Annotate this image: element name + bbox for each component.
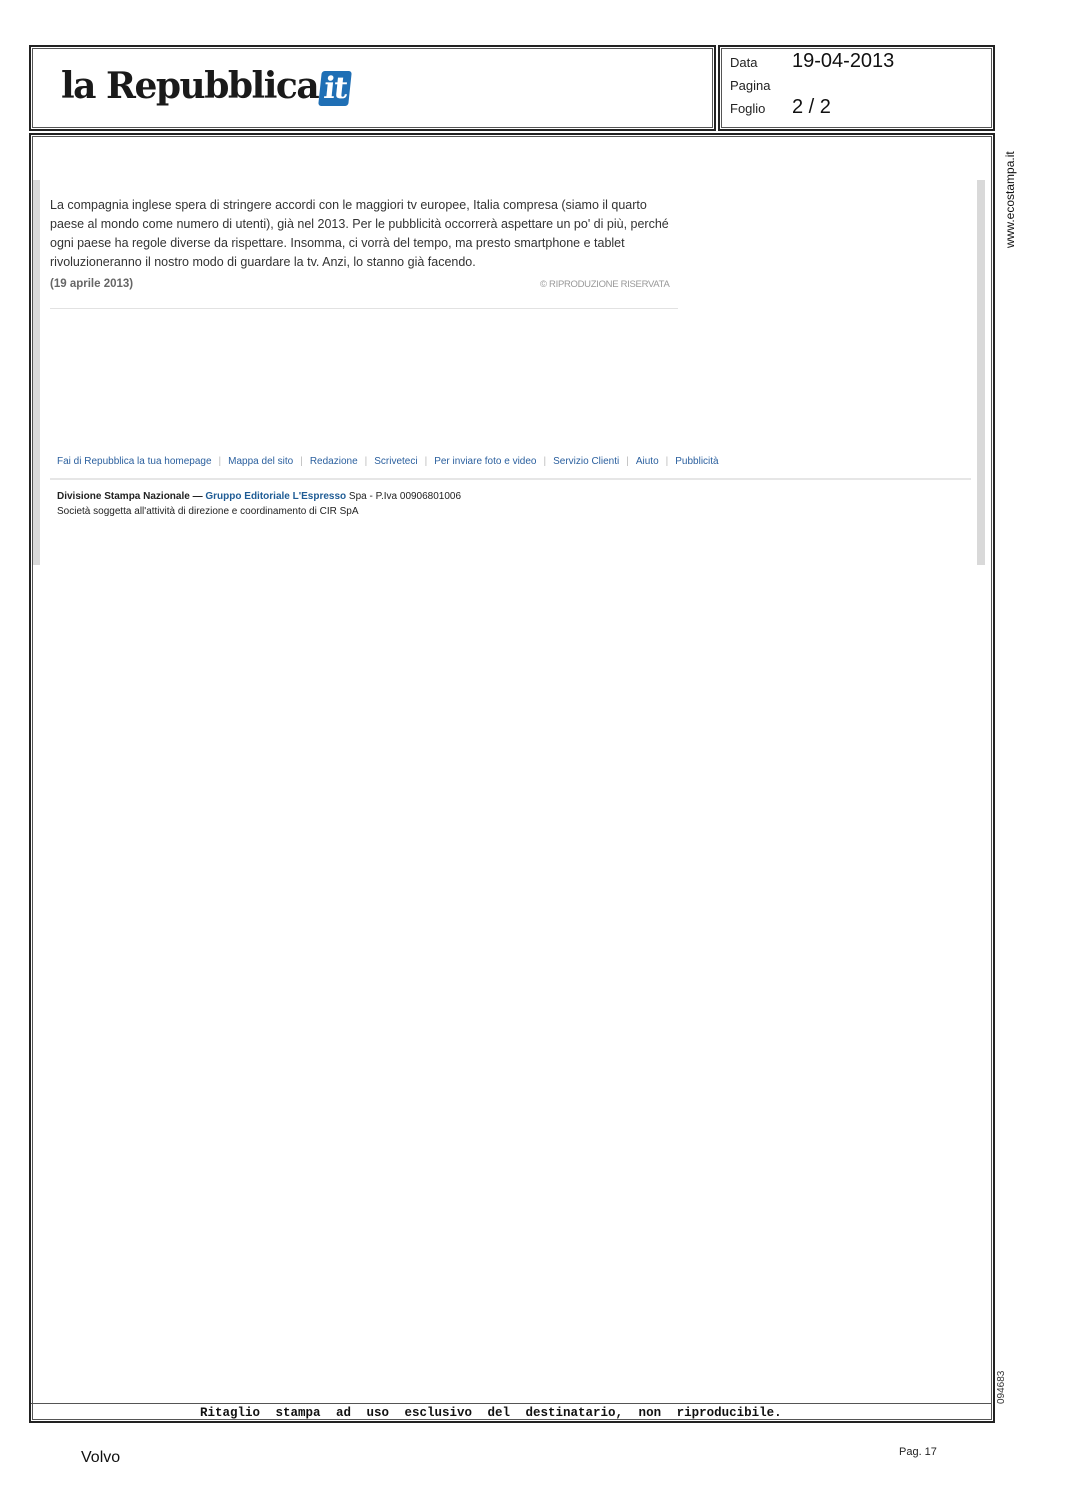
footer-link-send-photos[interactable]: Per inviare foto e video <box>434 456 537 467</box>
footer-link-sitemap[interactable]: Mappa del sito <box>228 456 294 467</box>
repubblica-logo <box>61 65 350 107</box>
notice-rule <box>31 1403 991 1404</box>
footer-link-help[interactable]: Aiuto <box>635 456 659 467</box>
footer-separator: | <box>626 456 629 467</box>
article-body: La compagnia inglese spera di stringere accordi con le maggiori tv europee, Italia compresa (siamo il quarto paese al mondo come numero di utenti), già nel 2013. Per le pubblicità occorrerà aspettare un po' di più, perché ogni paese ha regole diverse da rispettare. Insomma, ci vorrà del tempo, ma presto smartphone e tablet rivoluzioneranno il nostro modo di guardare la tv. Anzi, lo stanno già facendo. <box>50 198 669 269</box>
footer-separator: | <box>300 456 303 467</box>
date-value: 19-04-2013 <box>792 50 895 72</box>
sheet-value: 2 / 2 <box>792 96 831 118</box>
header-meta-box <box>718 45 995 131</box>
date-label: Data <box>730 55 758 70</box>
footer-separator: | <box>218 456 222 467</box>
brand-label: Volvo <box>81 1449 121 1466</box>
footer-divider <box>50 478 971 480</box>
footer-link-advertising[interactable]: Pubblicità <box>675 456 719 467</box>
footer-link-homepage[interactable]: Fai di Repubblica la tua homepage <box>57 456 212 467</box>
clipping-notice: Ritaglio stampa ad uso esclusivo del destinatario, non riproducibile. <box>200 1406 782 1420</box>
company-info <box>57 489 461 519</box>
footer-separator: | <box>665 456 669 467</box>
page-scroll-bar-right <box>977 180 985 565</box>
clipping-code: 094683 <box>996 1370 1007 1404</box>
footer-link-scriveteci[interactable]: Scriveteci <box>374 456 418 467</box>
copyright-notice: © RIPRODUZIONE RISERVATA <box>540 279 670 290</box>
footer-separator: | <box>424 456 428 467</box>
page-scroll-bar-left <box>33 180 40 565</box>
page-label: Pagina <box>730 78 771 93</box>
company-vat: Spa - P.Iva 00906801006 <box>346 491 462 502</box>
logo-suffix: it <box>318 71 352 106</box>
footer-nav <box>57 456 719 467</box>
sheet-label: Foglio <box>730 101 766 116</box>
footer-separator: | <box>364 456 368 467</box>
clipping-frame <box>29 133 995 1423</box>
ecostampa-site-label: www.ecostampa.it <box>1003 151 1017 248</box>
header-logo-box <box>29 45 716 131</box>
company-line-1 <box>57 489 461 504</box>
page-number: Pag. 17 <box>899 1446 937 1458</box>
footer-separator: | <box>543 456 547 467</box>
footer-link-customer-service[interactable]: Servizio Clienti <box>553 456 620 467</box>
article-divider <box>50 308 678 309</box>
company-line-2: Società soggetta all'attività di direzione e coordinamento di CIR SpA <box>57 506 359 517</box>
company-division: Divisione Stampa Nazionale <box>57 491 190 502</box>
company-dash: — <box>189 491 206 502</box>
company-group-link[interactable]: Gruppo Editoriale L'Espresso <box>205 491 347 502</box>
article-date: (19 aprile 2013) <box>50 278 134 290</box>
logo-main-text: la Repubblica <box>61 65 319 107</box>
footer-link-redazione[interactable]: Redazione <box>309 456 358 467</box>
